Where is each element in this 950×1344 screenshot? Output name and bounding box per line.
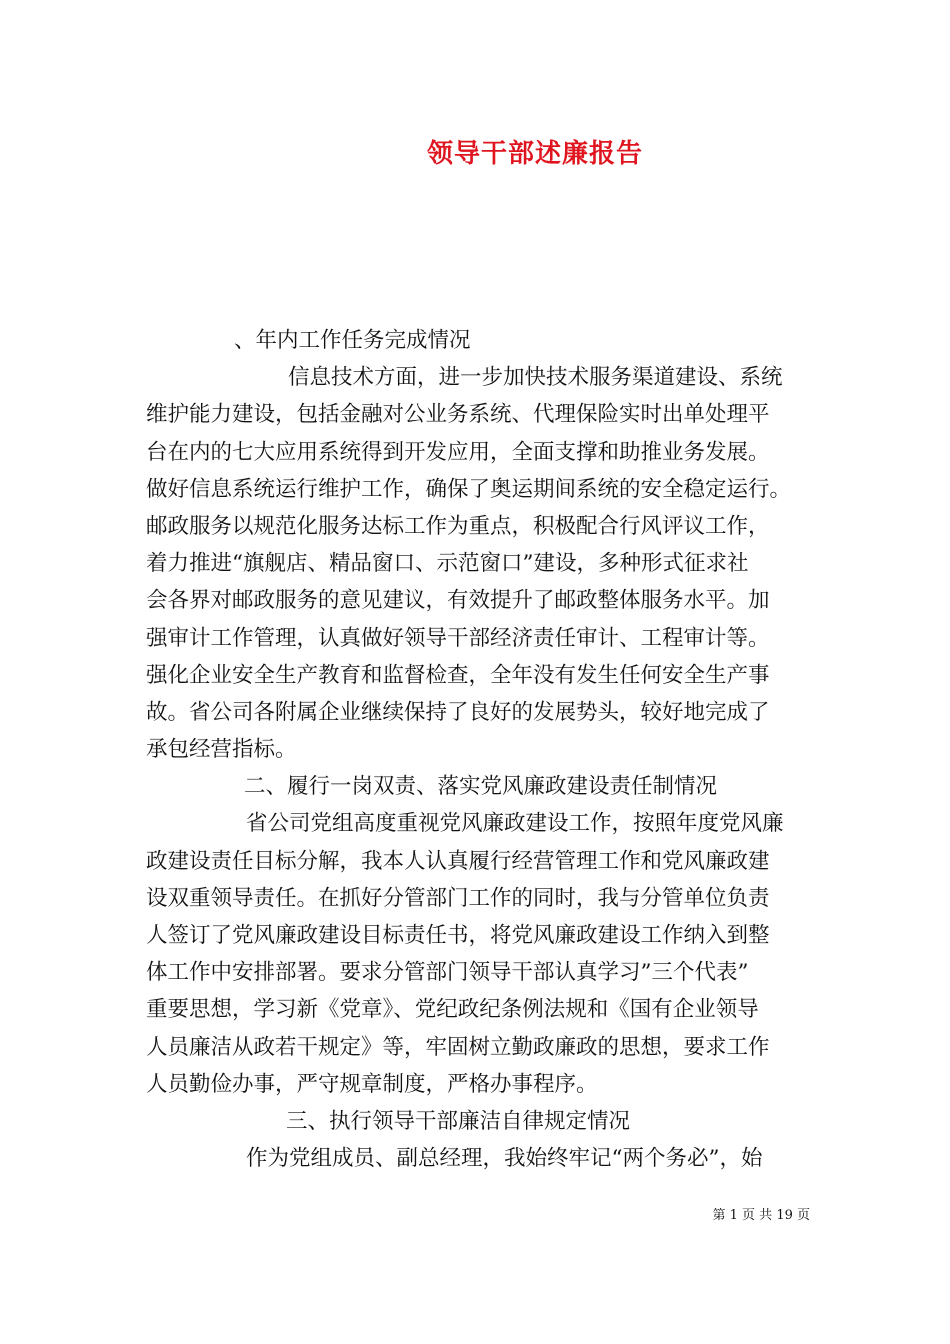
body-line: 着力推进“旗舰店、精品窗口、示范窗口”建设，多种形式征求社 (146, 551, 749, 577)
body-line: 做好信息系统运行维护工作，确保了奥运期间系统的安全稳定运行。 (146, 476, 792, 502)
document-body (146, 322, 806, 1177)
body-line: 人员廉洁从政若干规定》等，牢固树立勤政廉政的思想，要求工作 (146, 1034, 770, 1060)
body-line: 维护能力建设，包括金融对公业务系统、代理保险实时出单处理平 (146, 402, 770, 428)
body-line: 三、执行领导干部廉洁自律规定情况 (286, 1108, 631, 1134)
body-line: 重要思想，学习新《党章》、党纪政纪条例法规和《国有企业领导 (146, 997, 759, 1023)
body-line: 二、履行一岗双责、落实党风廉政建设责任制情况 (244, 774, 718, 800)
body-line: 会各界对邮政服务的意见建议，有效提升了邮政整体服务水平。加 (146, 588, 770, 614)
body-line: 台在内的七大应用系统得到开发应用，全面支撑和助推业务发展。 (146, 439, 770, 465)
body-line: 强化企业安全生产教育和监督检查，全年没有发生任何安全生产事 (146, 662, 770, 688)
page-number: 第 1 页 共 19 页 (712, 1208, 810, 1223)
body-line: 、年内工作任务完成情况 (234, 328, 471, 353)
body-line: 承包经营指标。 (146, 737, 297, 763)
body-line: 信息技术方面，进一步加快技术服务渠道建设、系统 (288, 365, 783, 391)
body-line: 设双重领导责任。在抓好分管部门工作的同时，我与分管单位负责 (146, 885, 770, 911)
body-line: 强审计工作管理，认真做好领导干部经济责任审计、工程审计等。 (146, 625, 770, 651)
body-line: 邮政服务以规范化服务达标工作为重点，积极配合行风评议工作， (146, 513, 770, 539)
body-line: 体工作中安排部署。要求分管部门领导干部认真学习”三个代表” (146, 960, 749, 986)
body-line: 作为党组成员、副总经理，我始终牢记“两个务必”，始 (246, 1146, 763, 1172)
body-line: 政建设责任目标分解，我本人认真履行经营管理工作和党风廉政建 (146, 848, 770, 874)
body-line: 省公司党组高度重视党风廉政建设工作，按照年度党风廉 (246, 811, 784, 837)
body-line: 故。省公司各附属企业继续保持了良好的发展势头，较好地完成了 (146, 699, 770, 725)
body-line: 人员勤俭办事，严守规章制度，严格办事程序。 (146, 1071, 598, 1097)
document-title: 领导干部述廉报告 (426, 139, 643, 169)
body-line: 人签订了党风廉政建设目标责任书，将党风廉政建设工作纳入到整 (146, 923, 770, 948)
